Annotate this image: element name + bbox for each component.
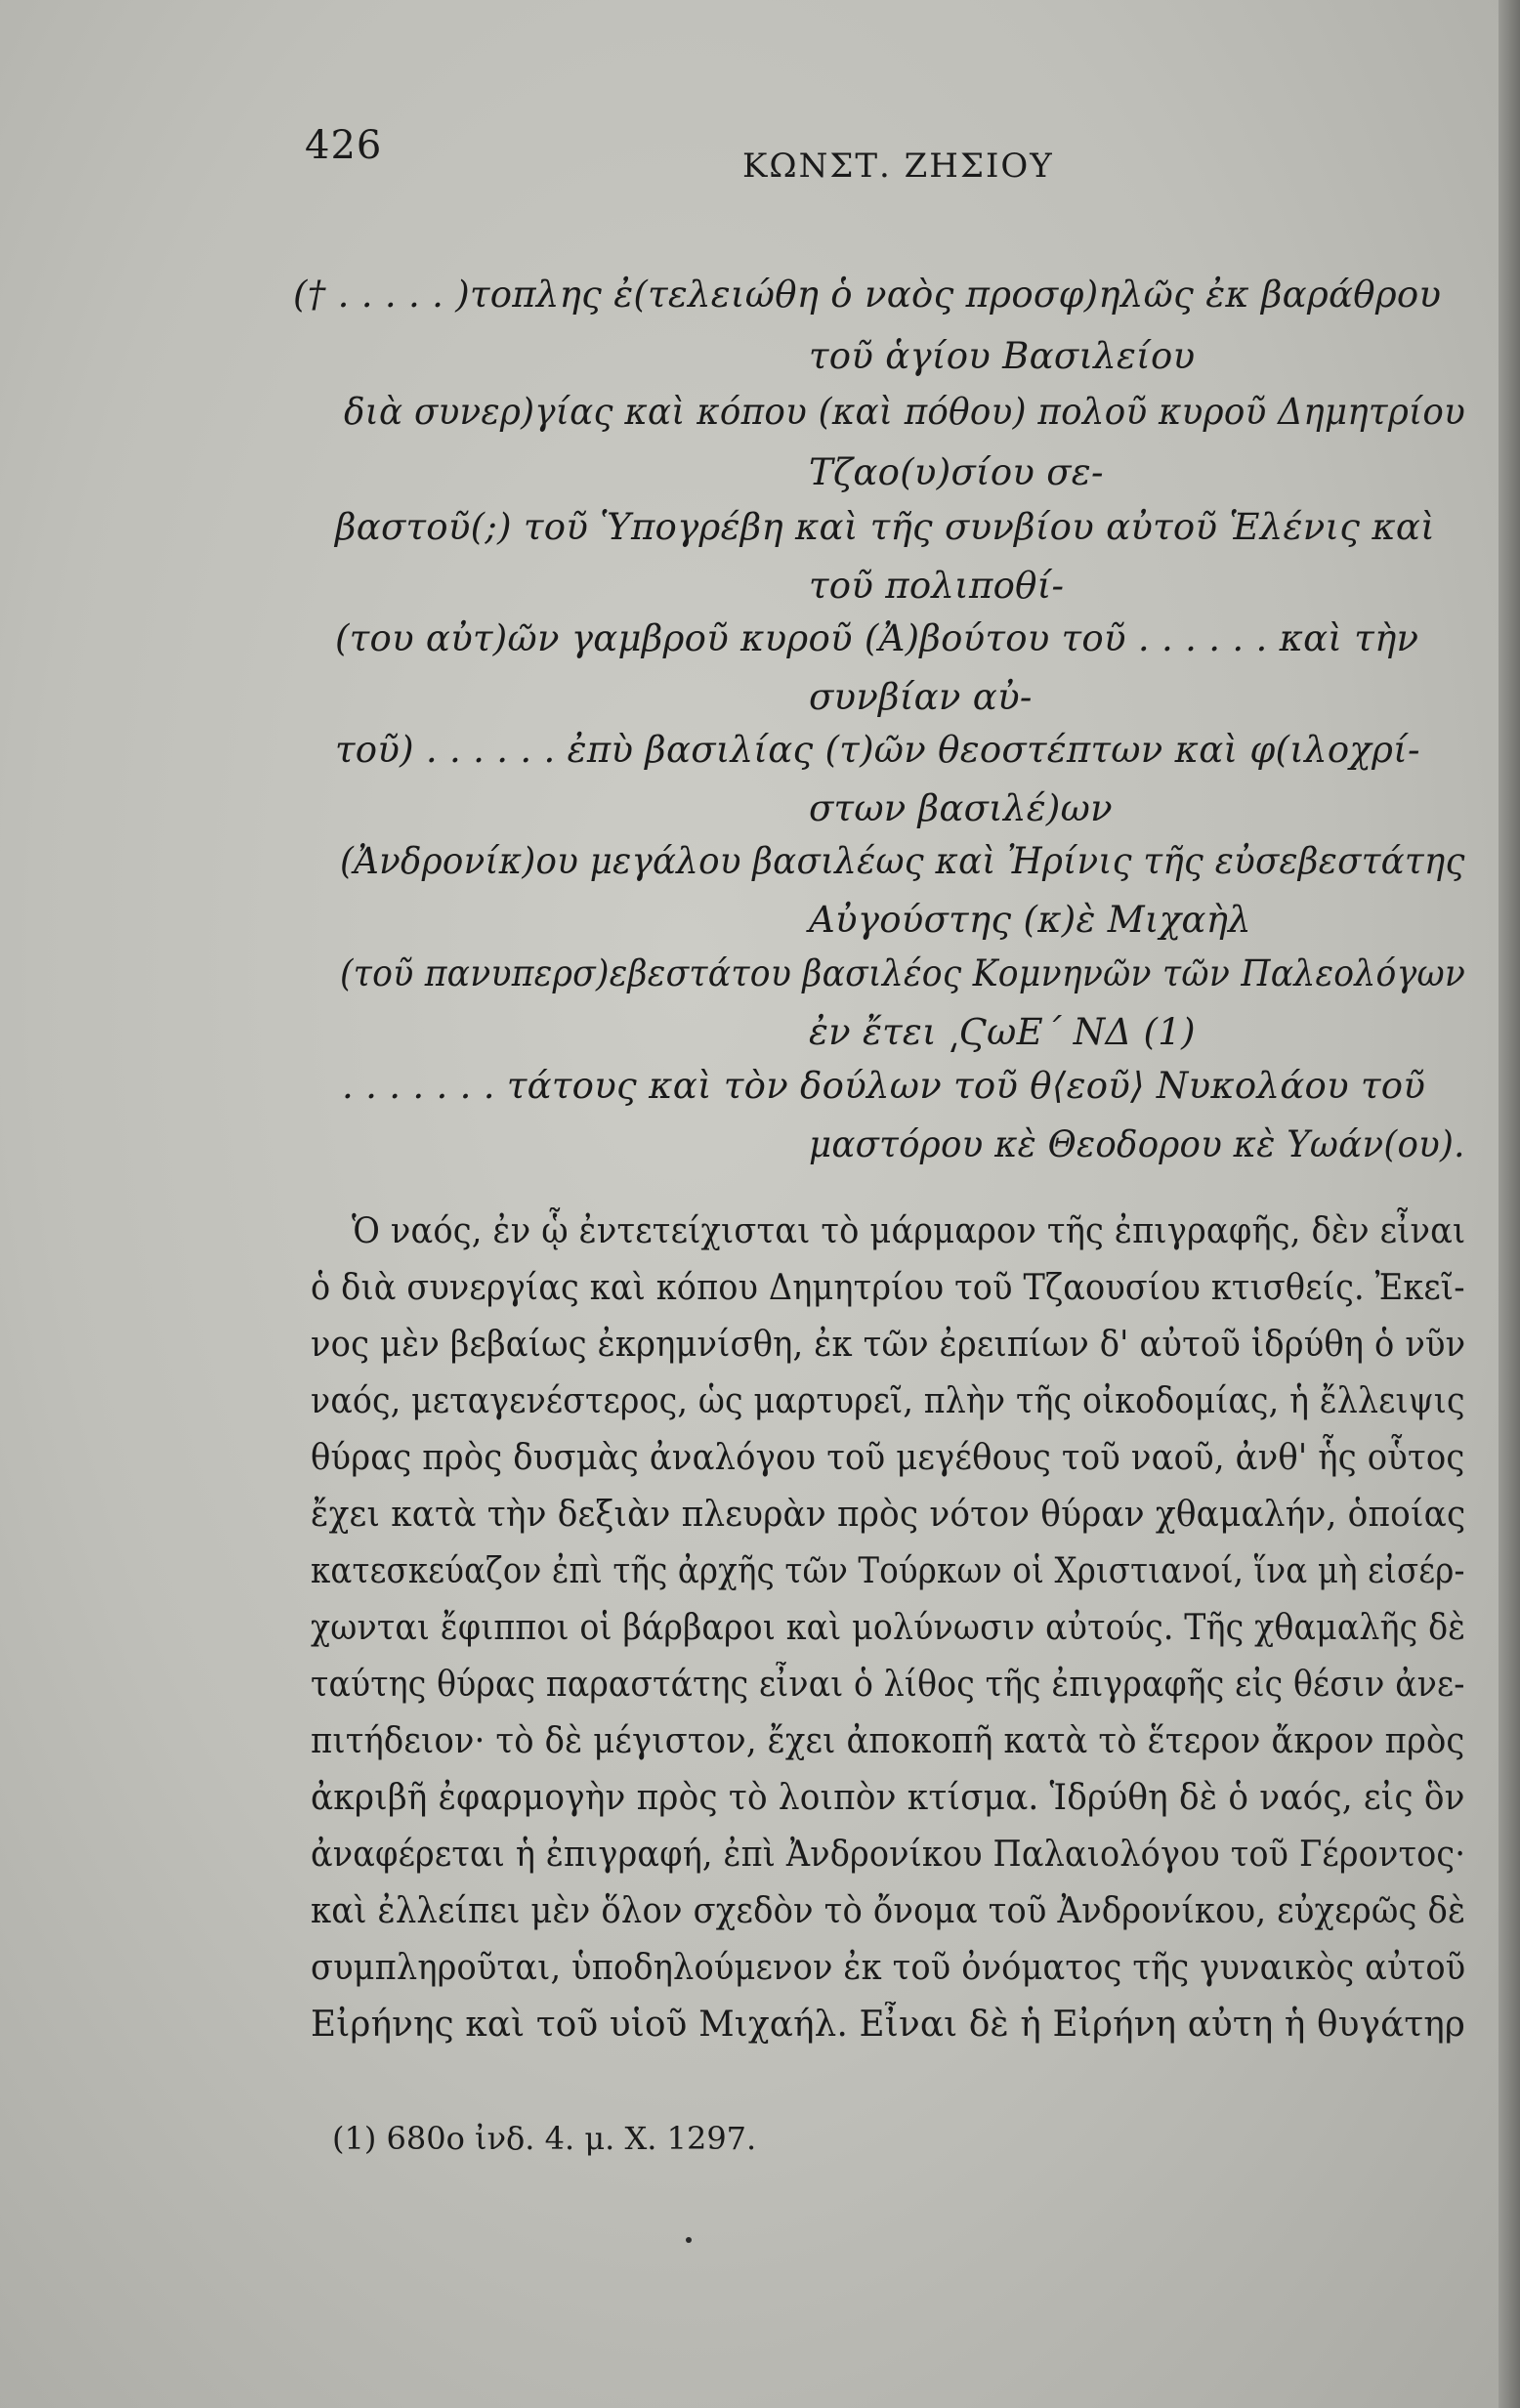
inscription-line: μαστόρου κὲ Θεοδορου κὲ Υωάν(ου). [809, 1123, 1465, 1165]
paragraph-line: συμπληροῦται, ὑποδηλούμενον ἐκ τοῦ ὀνόματος τῆς γυναικὸς αὐτοῦ [311, 1948, 1466, 1988]
inscription-line: τοῦ πολιποθί- [809, 565, 1065, 607]
inscription-line: . . . . . . . τάτους καὶ τὸν δούλων τοῦ θ⟨εοῦ⟩ Νυκολάου τοῦ [342, 1065, 1426, 1107]
inscription-line: Αὐγούστης (κ)ὲ Μιχαὴλ [809, 899, 1251, 941]
paragraph-line: ὁ διὰ συνεργίας καὶ κόπου Δημητρίου τοῦ Τζαουσίου κτισθείς. Ἐκεῖ- [311, 1268, 1465, 1308]
page-edge-shadow [1499, 0, 1520, 2408]
inscription-line: (τοῦ πανυπερσ)εβεστάτου βασιλέος Κομνηνῶν τῶν Παλεολόγων [340, 952, 1466, 994]
ink-speck [686, 2237, 692, 2243]
paragraph-line: Ὁ ναός, ἐν ᾧ ἐντετείχισται τὸ μάρμαρον τῆς ἐπιγραφῆς, δὲν εἶναι [352, 1211, 1466, 1251]
paragraph-line: χωνται ἔφιπποι οἱ βάρβαροι καὶ μολύνωσιν αὐτούς. Τῆς χθαμαλῆς δὲ [311, 1608, 1466, 1648]
inscription-line: Τζαο(υ)σίου σε- [809, 451, 1104, 493]
paragraph-line: ἔχει κατὰ τὴν δεξιὰν πλευρὰν πρὸς νότον θύραν χθαμαλήν, ὁποίας [311, 1495, 1466, 1535]
inscription-line: († . . . . . )τοπλης ἐ(τελειώθη ὁ ναὸς προσφ)ηλῶς ἐκ βαράθρου [293, 274, 1442, 316]
paragraph-line: θύρας πρὸς δυσμὰς ἀναλόγου τοῦ μεγέθους τοῦ ναοῦ, ἀνθ' ἧς οὗτος [311, 1438, 1465, 1478]
paragraph-line: ταύτης θύρας παραστάτης εἶναι ὁ λίθος τῆς ἐπιγραφῆς εἰς θέσιν ἀνε- [311, 1665, 1465, 1705]
inscription-line: στων βασιλέ)ων [809, 787, 1113, 829]
inscription-line: βαστοῦ(;) τοῦ Ὑπογρέβη καὶ τῆς συνβίου αὐτοῦ Ἑλένις καὶ [335, 506, 1436, 548]
paragraph-line: καὶ ἐλλείπει μὲν ὅλον σχεδὸν τὸ ὄνομα τοῦ Ἀνδρονίκου, εὐχερῶς δὲ [311, 1891, 1466, 1931]
paragraph-line: ναός, μεταγενέστερος, ὡς μαρτυρεῖ, πλὴν τῆς οἰκοδομίας, ἡ ἔλλειψις [311, 1381, 1465, 1421]
paragraph-line: κατεσκεύαζον ἐπὶ τῆς ἀρχῆς τῶν Τούρκων οἱ Χριστιανοί, ἵνα μὴ εἰσέρ- [311, 1551, 1465, 1591]
inscription-line: συνβίαν αὐ- [809, 676, 1033, 718]
inscription-line: τοῦ ἁγίου Βασιλείου [809, 335, 1196, 377]
inscription-line: (του αὐτ)ῶν γαμβροῦ κυροῦ (Ἀ)βούτου τοῦ . . . . . . καὶ τὴν [335, 617, 1419, 659]
page-number: 426 [305, 123, 383, 168]
paragraph-line: ἀναφέρεται ἡ ἐπιγραφή, ἐπὶ Ἀνδρονίκου Παλαιολόγου τοῦ Γέροντος· [311, 1835, 1466, 1875]
paragraph-line: νος μὲν βεβαίως ἐκρημνίσθη, ἐκ τῶν ἐρειπίων δ' αὐτοῦ ἱδρύθη ὁ νῦν [311, 1325, 1466, 1365]
inscription-line: διὰ συνερ)γίας καὶ κόπου (καὶ πόθου) πολοῦ κυροῦ Δημητρίου [344, 391, 1466, 433]
inscription-line: (Ἀνδρονίκ)ου μεγάλου βασιλέως καὶ Ἠρίνις τῆς εὐσεβεστάτης [340, 840, 1465, 882]
footnote: (1) 680ο ἰνδ. 4. μ. Χ. 1297. [332, 2120, 757, 2157]
running-title: ΚΩΝΣΤ. ΖΗΣΙΟΥ [742, 147, 1054, 186]
inscription-line: ἐν ἔτει ͵ϚωΕ΄ ΝΔ (1) [809, 1011, 1196, 1053]
paragraph-line: Εἰρήνης καὶ τοῦ υἱοῦ Μιχαήλ. Εἶναι δὲ ἡ Εἰρήνη αὐτη ἡ θυγάτηρ [311, 2005, 1466, 2045]
inscription-line: τοῦ) . . . . . . ἐπὺ βασιλίας (τ)ῶν θεοστέπτων καὶ φ(ιλοχρί- [335, 729, 1420, 771]
paragraph-line: πιτήδειον· τὸ δὲ μέγιστον, ἔχει ἀποκοπῆ κατὰ τὸ ἕτερον ἄκρον πρὸς [311, 1721, 1465, 1761]
paragraph-line: ἀκριβῆ ἐφαρμογὴν πρὸς τὸ λοιπὸν κτίσμα. Ἱδρύθη δὲ ὁ ναός, εἰς ὃν [311, 1778, 1465, 1818]
